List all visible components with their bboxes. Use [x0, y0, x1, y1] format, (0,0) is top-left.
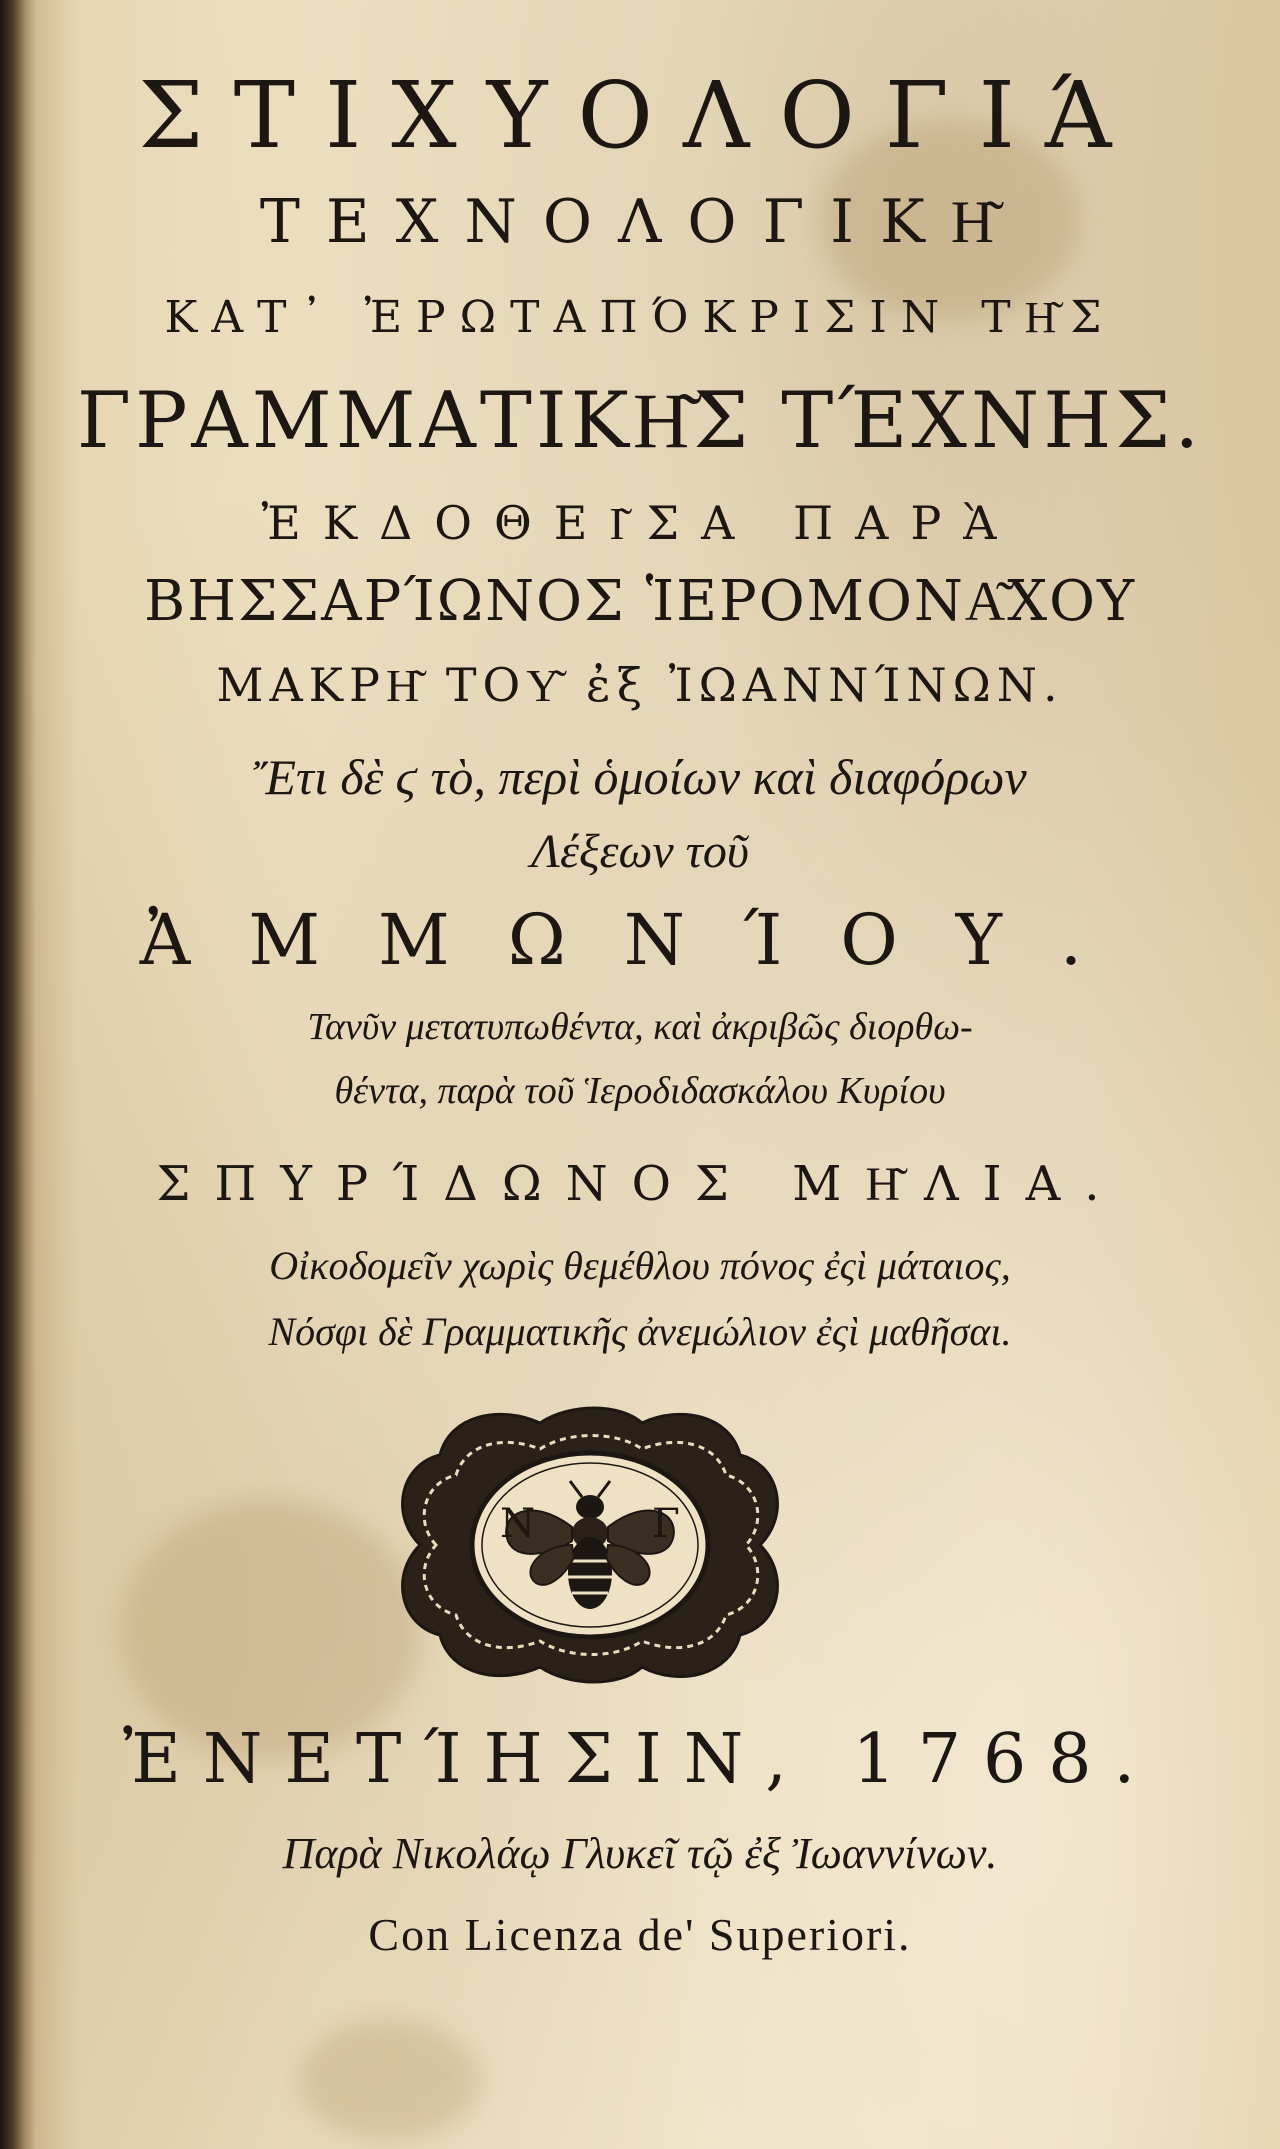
title-line-1: ΣΤΙΧΥΟΛΟΓΙΆ — [138, 62, 1142, 169]
title-line-2: ΤΕΧΝΟΛΟΓΙΚΗ͂ — [259, 187, 1021, 257]
edition-line-1: ἘΚΔΟΘΕΙ͂ΣΑ ΠΑΡᾺ — [261, 496, 1019, 550]
title-line-4: ΓΡΑΜΜΑΤΙΚΗ͂Σ ΤΈΧΝΗΣ. — [76, 376, 1204, 466]
revision-line-2: θέντα, παρὰ τοῦ Ἱεροδιδασκάλου Κυρίου — [334, 1070, 946, 1112]
edition-line-3: ΜΑΚΡΗ͂ ΤΟΥ͂ ἐξ ἸΩΑΝΝΊΝΩΝ. — [216, 658, 1064, 712]
place-and-year: ἘΝΕΤΊΗΣΙΝ, 1768. — [122, 1720, 1158, 1799]
title-line-3: ΚΑΤ᾿ ἘΡΩΤΑΠΌΚΡΙΣΙΝ ΤΗ͂Σ — [164, 292, 1116, 343]
revision-line-1: Τανῦν μετατυπωθέντα, καὶ ἀκριβῶς διορθω- — [307, 1006, 973, 1048]
addition-line-1: Ἔτι δὲ ϛ τὸ, περὶ ὁμοίων καὶ διαφόρων — [253, 749, 1027, 805]
paper-stain — [300, 2020, 480, 2140]
epigraph-line-2: Νόσφι δὲ Γραμματικῆς ἀνεμώλιον ἐςὶ μαθῆσαι. — [268, 1309, 1012, 1354]
printers-emblem — [380, 1395, 800, 1695]
license-line: Con Licenza de' Superiori. — [368, 1909, 912, 1960]
author-name: ἈΜΜΩΝΊΟΥ. — [139, 899, 1141, 981]
editor-name: ΣΠΥΡΊΔΩΝΟΣ ΜΗ͂ΛΙΑ. — [156, 1156, 1124, 1212]
emblem-letter-right: Γ — [652, 1501, 680, 1547]
emblem-letter-left: Ν — [500, 1501, 535, 1547]
edition-line-2: ΒΗΣΣΑΡΊΩΝΟΣ ἹΕΡΟΜΟΝΑ͂ΧΟΥ — [143, 569, 1137, 634]
addition-line-2: Λέξεων τοῦ — [531, 825, 749, 878]
printer-line: Παρὰ Νικολάῳ Γλυκεῖ τῷ ἐξ Ἰωαννίνων. — [282, 1829, 998, 1878]
epigraph-line-1: Οἰκοδομεῖν χωρὶς θεμέθλου πόνος ἐςὶ μάταιος, — [269, 1243, 1011, 1288]
